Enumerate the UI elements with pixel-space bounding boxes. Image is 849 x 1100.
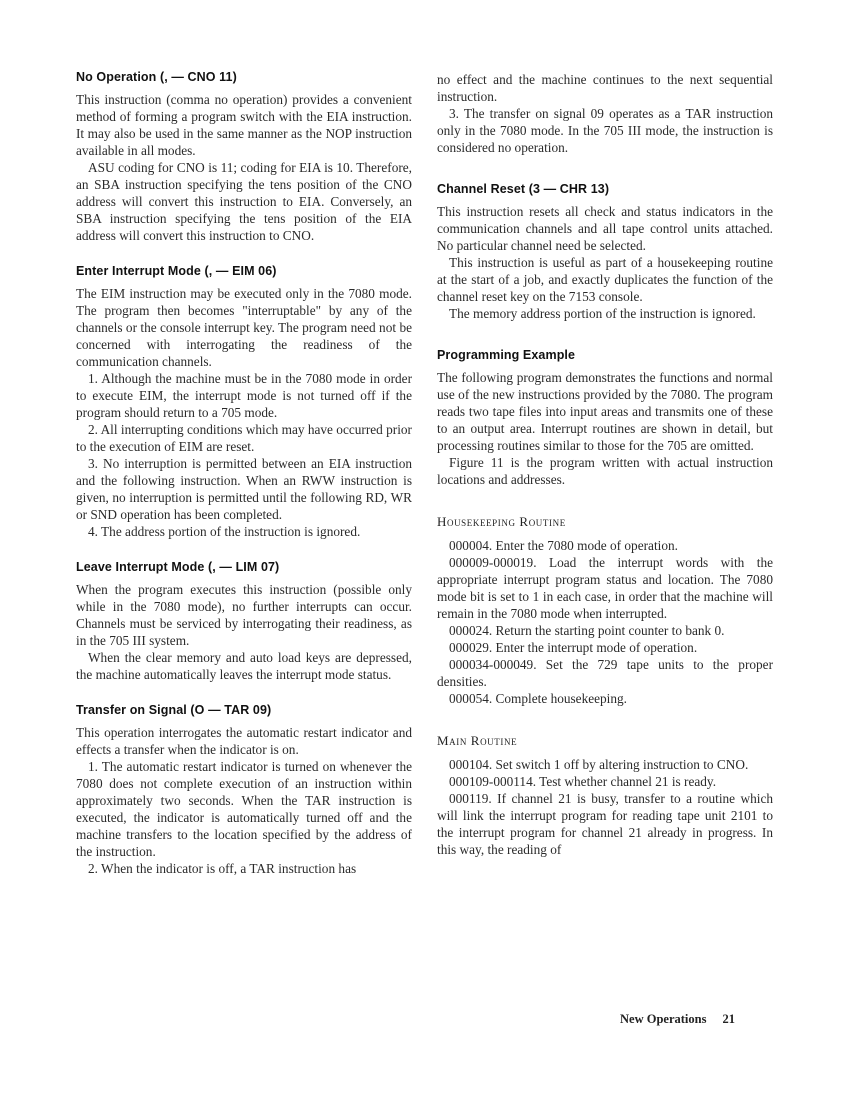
- list-item: 000119. If channel 21 is busy, transfer to a routine which will link the interrupt program for reading tape unit 2101 to the interrupt program for channel 21 already in progress. In this way, the reading of: [437, 791, 773, 857]
- heading-no-operation: No Operation (, — CNO 11): [76, 70, 237, 84]
- list-item: 3. The transfer on signal 09 operates as a TAR instruction only in the 7080 mode. In the 705 III mode, the instruction is considered no operation.: [437, 106, 773, 155]
- list-item: 1. Although the machine must be in the 7080 mode in order to execute EIM, the interrupt mode is not turned off if the program should return to a 705 mode.: [76, 371, 412, 420]
- paragraph: The following program demonstrates the functions and normal use of the new instructions provided by the 7080. The program reads two tape files into input areas and transmits one of these to an output area. Interrupt routines are shown in detail, but processing routines similar to those for the 705 are omitted.: [437, 370, 773, 453]
- paragraph: This operation interrogates the automatic restart indicator and effects a transfer when the indicator is on.: [76, 725, 412, 757]
- footer-section-title: New Operations: [620, 1012, 707, 1026]
- list-item: 000034-000049. Set the 729 tape units to the proper densities.: [437, 657, 773, 689]
- list-item: 000054. Complete housekeeping.: [449, 691, 628, 706]
- list-item: 2. All interrupting conditions which may have occurred prior to the execution of EIM are reset.: [76, 422, 412, 454]
- list-item: 1. The automatic restart indicator is turned on whenever the 7080 does not complete execution of an instruction within approximately two seconds. When the TAR instruction is executed, the indicator is automatically turned off and the machine transfers to the location specified by the address of the instruction.: [76, 759, 412, 859]
- list-item: 000104. Set switch 1 off by altering instruction to CNO.: [449, 757, 749, 772]
- list-item: 000029. Enter the interrupt mode of operation.: [449, 640, 698, 655]
- list-item: 000024. Return the starting point counter to bank 0.: [449, 623, 725, 638]
- paragraph: no effect and the machine continues to the next sequential instruction.: [437, 72, 773, 104]
- paragraph: This instruction (comma no operation) provides a convenient method of forming a program switch with the EIA instruction. It may also be used in the same manner as the NOP instruction available in all modes.: [76, 92, 412, 158]
- heading-housekeeping-routine: Housekeeping Routine: [437, 514, 566, 529]
- heading-channel-reset: Channel Reset (3 — CHR 13): [437, 182, 610, 196]
- heading-transfer-on-signal: Transfer on Signal (O — TAR 09): [76, 703, 272, 717]
- page-number: 21: [722, 1012, 735, 1026]
- paragraph: When the program executes this instruction (possible only while in the 7080 mode), no further interrupts can occur. Channels must be serviced by interrogating their readiness, as in the 705 III system.: [76, 582, 412, 648]
- paragraph: This instruction is useful as part of a housekeeping routine at the start of a job, and exactly duplicates the function of the channel reset key on the 7153 console.: [437, 255, 773, 304]
- list-item: 000004. Enter the 7080 mode of operation.: [449, 538, 678, 553]
- paragraph: When the clear memory and auto load keys are depressed, the machine automatically leaves the interrupt mode status.: [76, 650, 412, 682]
- left-column: [76, 70, 412, 877]
- paragraph: ASU coding for CNO is 11; coding for EIA is 10. Therefore, an SBA instruction specifying the tens position of the CNO address will convert this instruction to EIA. Conversely, an SBA instruction specifying the tens position of the EIA address will convert this instruction to CNO.: [76, 160, 412, 243]
- list-item: 4. The address portion of the instruction is ignored.: [88, 524, 361, 539]
- heading-leave-interrupt-mode: Leave Interrupt Mode (, — LIM 07): [76, 560, 280, 574]
- list-item: 000009-000019. Load the interrupt words with the appropriate interrupt program status and location. The 7080 mode bit is set to 1 in each case, in order that the machine will remain in the 7080 mode when interrupted.: [437, 555, 773, 621]
- paragraph: Figure 11 is the program written with actual instruction locations and addresses.: [437, 455, 773, 487]
- list-item: 2. When the indicator is off, a TAR instruction has: [88, 861, 357, 876]
- list-item: 000109-000114. Test whether channel 21 is ready.: [449, 774, 717, 789]
- right-column: [437, 71, 773, 858]
- heading-enter-interrupt-mode: Enter Interrupt Mode (, — EIM 06): [76, 264, 277, 278]
- paragraph: This instruction resets all check and status indicators in the communication channels and all tape control units attached. No particular channel need be selected.: [437, 204, 773, 253]
- heading-main-routine: Main Routine: [437, 733, 518, 748]
- paragraph: The memory address portion of the instruction is ignored.: [449, 306, 756, 321]
- page-footer: [620, 1012, 735, 1027]
- list-item: 3. No interruption is permitted between an EIA instruction and the following instruction. When an RWW instruction is given, no interruption is permitted until the following RD, WR or SND operation has been completed.: [76, 456, 412, 522]
- paragraph: The EIM instruction may be executed only in the 7080 mode. The program then becomes "interruptable" by any of the channels or the console interrupt key. The program need not be concerned with interrogating the readiness of the communication channels.: [76, 286, 412, 369]
- heading-programming-example: Programming Example: [437, 348, 576, 362]
